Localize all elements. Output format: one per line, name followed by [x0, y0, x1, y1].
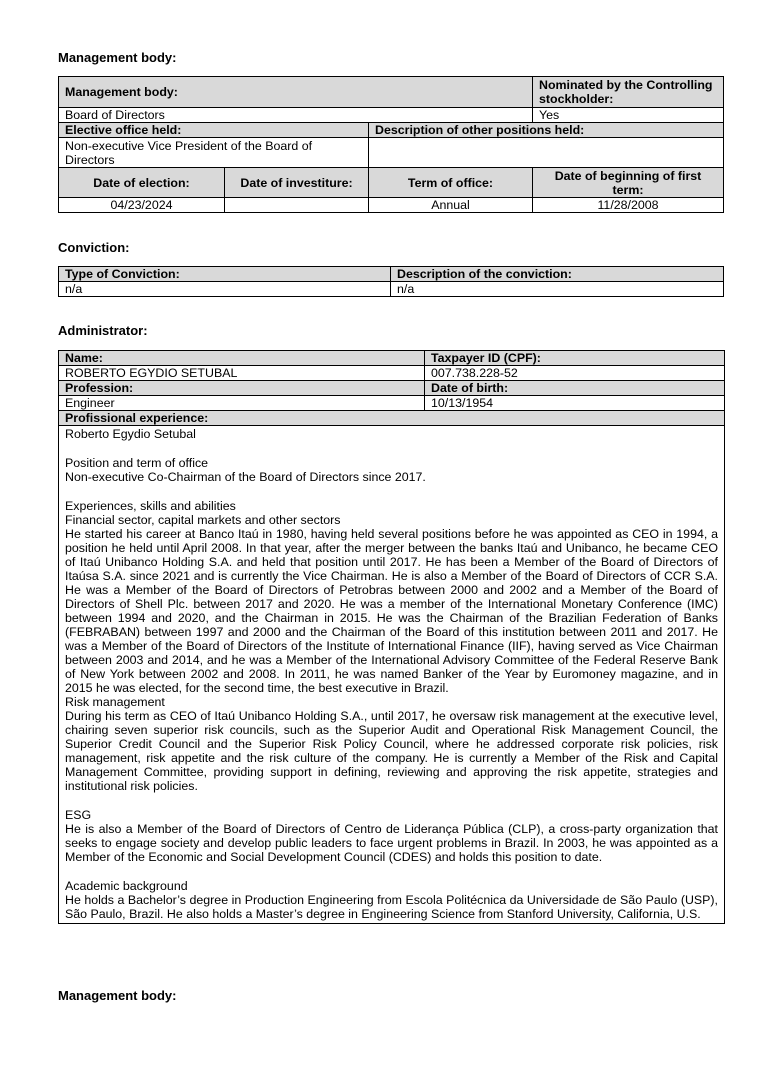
position-text: Non-executive Co-Chairman of the Board of Directors since 2017. — [65, 470, 426, 484]
management-table — [58, 76, 724, 213]
management-body-header: Management body: — [59, 77, 533, 108]
career-text: He started his career at Banco Itaú in 1980, having held several positions before he was appointed as CEO in 1994, a position he held until April 2008. In that year, after the merger between the banks Itaú and Unibanco, he became CEO of Itaú Unibanco Holding S.A. and held that position until 2017. He has been a Member of the Board of Directors of Itaúsa S.A. since 2021 and is currently the Vice Chairman. He is also a Member of the Board of Directors of CCR S.A. He was a Member of the Board of Directors of Petrobras between 2000 and 2002 and a Member of the Board of Directors of Shell Plc. between 2017 and 2020. He was a member of the International Monetary Conference (IMC) between 1994 and 2020, and the Chairman in 2015. He was the Chairman of the Brazilian Federation of Banks (FEBRABAN) between 1997 and 2000 and the Chairman of the Board of this institution between 2011 and 2017. He was a Member of the Board of Directors of the Institute of International Finance (IIF), having served as Vice Chairman between 2003 and 2014, and he was a Member of the International Advisory Committee of the Federal Reserve Bank of New York between 2002 and 2008. In 2011, he was named Banker of the Year by Euromoney magazine, and in 2015 he was elected, for the second time, the best executive in Brazil. — [65, 527, 718, 695]
birth-date-value: 10/13/1954 — [425, 396, 725, 411]
first-term-header: Date of beginning of first term: — [533, 168, 724, 198]
conviction-type-header: Type of Conviction: — [59, 267, 391, 282]
nominated-value: Yes — [533, 108, 724, 123]
term-of-office-value: Annual — [369, 198, 533, 213]
academic-text: He holds a Bachelor’s degree in Production Engineering from Escola Politécnica da Universidade de São Paulo (USP), São Paulo, Brazil. He also holds a Master’s degree in Engineering Science from Stanford University, California, U.S. — [65, 893, 718, 921]
cpf-header: Taxpayer ID (CPF): — [425, 351, 725, 366]
conviction-description-header: Description of the conviction: — [391, 267, 724, 282]
name-value: ROBERTO EGYDIO SETUBAL — [59, 366, 425, 381]
date-of-investiture-value — [225, 198, 369, 213]
administrator-heading: Administrator: — [58, 323, 148, 338]
other-positions-header: Description of other positions held: — [369, 123, 724, 138]
birth-date-header: Date of birth: — [425, 381, 725, 396]
elective-office-header: Elective office held: — [59, 123, 369, 138]
experience-body — [59, 426, 725, 924]
management-body-heading-bottom: Management body: — [58, 988, 177, 1003]
risk-management-text: During his term as CEO of Itaú Unibanco Holding S.A., until 2017, he oversaw risk management at the executive level, chairing seven superior risk councils, such as the Superior Audit and Operational Risk Management Council, the Superior Credit Council and the Superior Risk Policy Council, where he addressed corporate risk policies, risk management, risk appetite and the risk culture of the company. He is currently a Member of the Risk and Capital Management Committee, providing support in defining, reviewing and approving the risk appetite, strategies and institutional risk policies. — [65, 709, 718, 793]
first-term-value: 11/28/2008 — [533, 198, 724, 213]
position-subheading: Position and term of office — [65, 456, 209, 470]
experience-subheading: Experiences, skills and abilities — [65, 499, 236, 513]
management-body-heading: Management body: — [58, 50, 177, 65]
conviction-heading: Conviction: — [58, 240, 130, 255]
elective-office-value: Non-executive Vice President of the Board of Directors — [59, 138, 369, 168]
administrator-table — [58, 350, 725, 924]
profession-value: Engineer — [59, 396, 425, 411]
conviction-description-value: n/a — [391, 282, 724, 297]
date-of-election-value: 04/23/2024 — [59, 198, 225, 213]
conviction-type-value: n/a — [59, 282, 391, 297]
term-of-office-header: Term of office: — [369, 168, 533, 198]
risk-management-subheading: Risk management — [65, 695, 165, 709]
date-of-election-header: Date of election: — [59, 168, 225, 198]
other-positions-value — [369, 138, 724, 168]
financial-sector-subheading: Financial sector, capital markets and other sectors — [65, 513, 341, 527]
name-header: Name: — [59, 351, 425, 366]
experience-name: Roberto Egydio Setubal — [65, 427, 196, 441]
date-of-investiture-header: Date of investiture: — [225, 168, 369, 198]
esg-subheading: ESG — [65, 808, 92, 822]
esg-text: He is also a Member of the Board of Directors of Centro de Liderança Pública (CLP), a cross-party organization that seeks to engage society and develop public leaders to face urgent problems in Brazil. In 2003, he was appointed as a Member of the Economic and Social Development Council (CDES) and holds this position to date. — [65, 822, 718, 864]
academic-subheading: Academic background — [65, 879, 188, 893]
management-body-value: Board of Directors — [59, 108, 533, 123]
experience-header: Profissional experience: — [59, 411, 725, 426]
conviction-table — [58, 266, 724, 297]
profession-header: Profession: — [59, 381, 425, 396]
nominated-header: Nominated by the Controlling stockholder: — [533, 77, 724, 108]
cpf-value: 007.738.228-52 — [425, 366, 725, 381]
